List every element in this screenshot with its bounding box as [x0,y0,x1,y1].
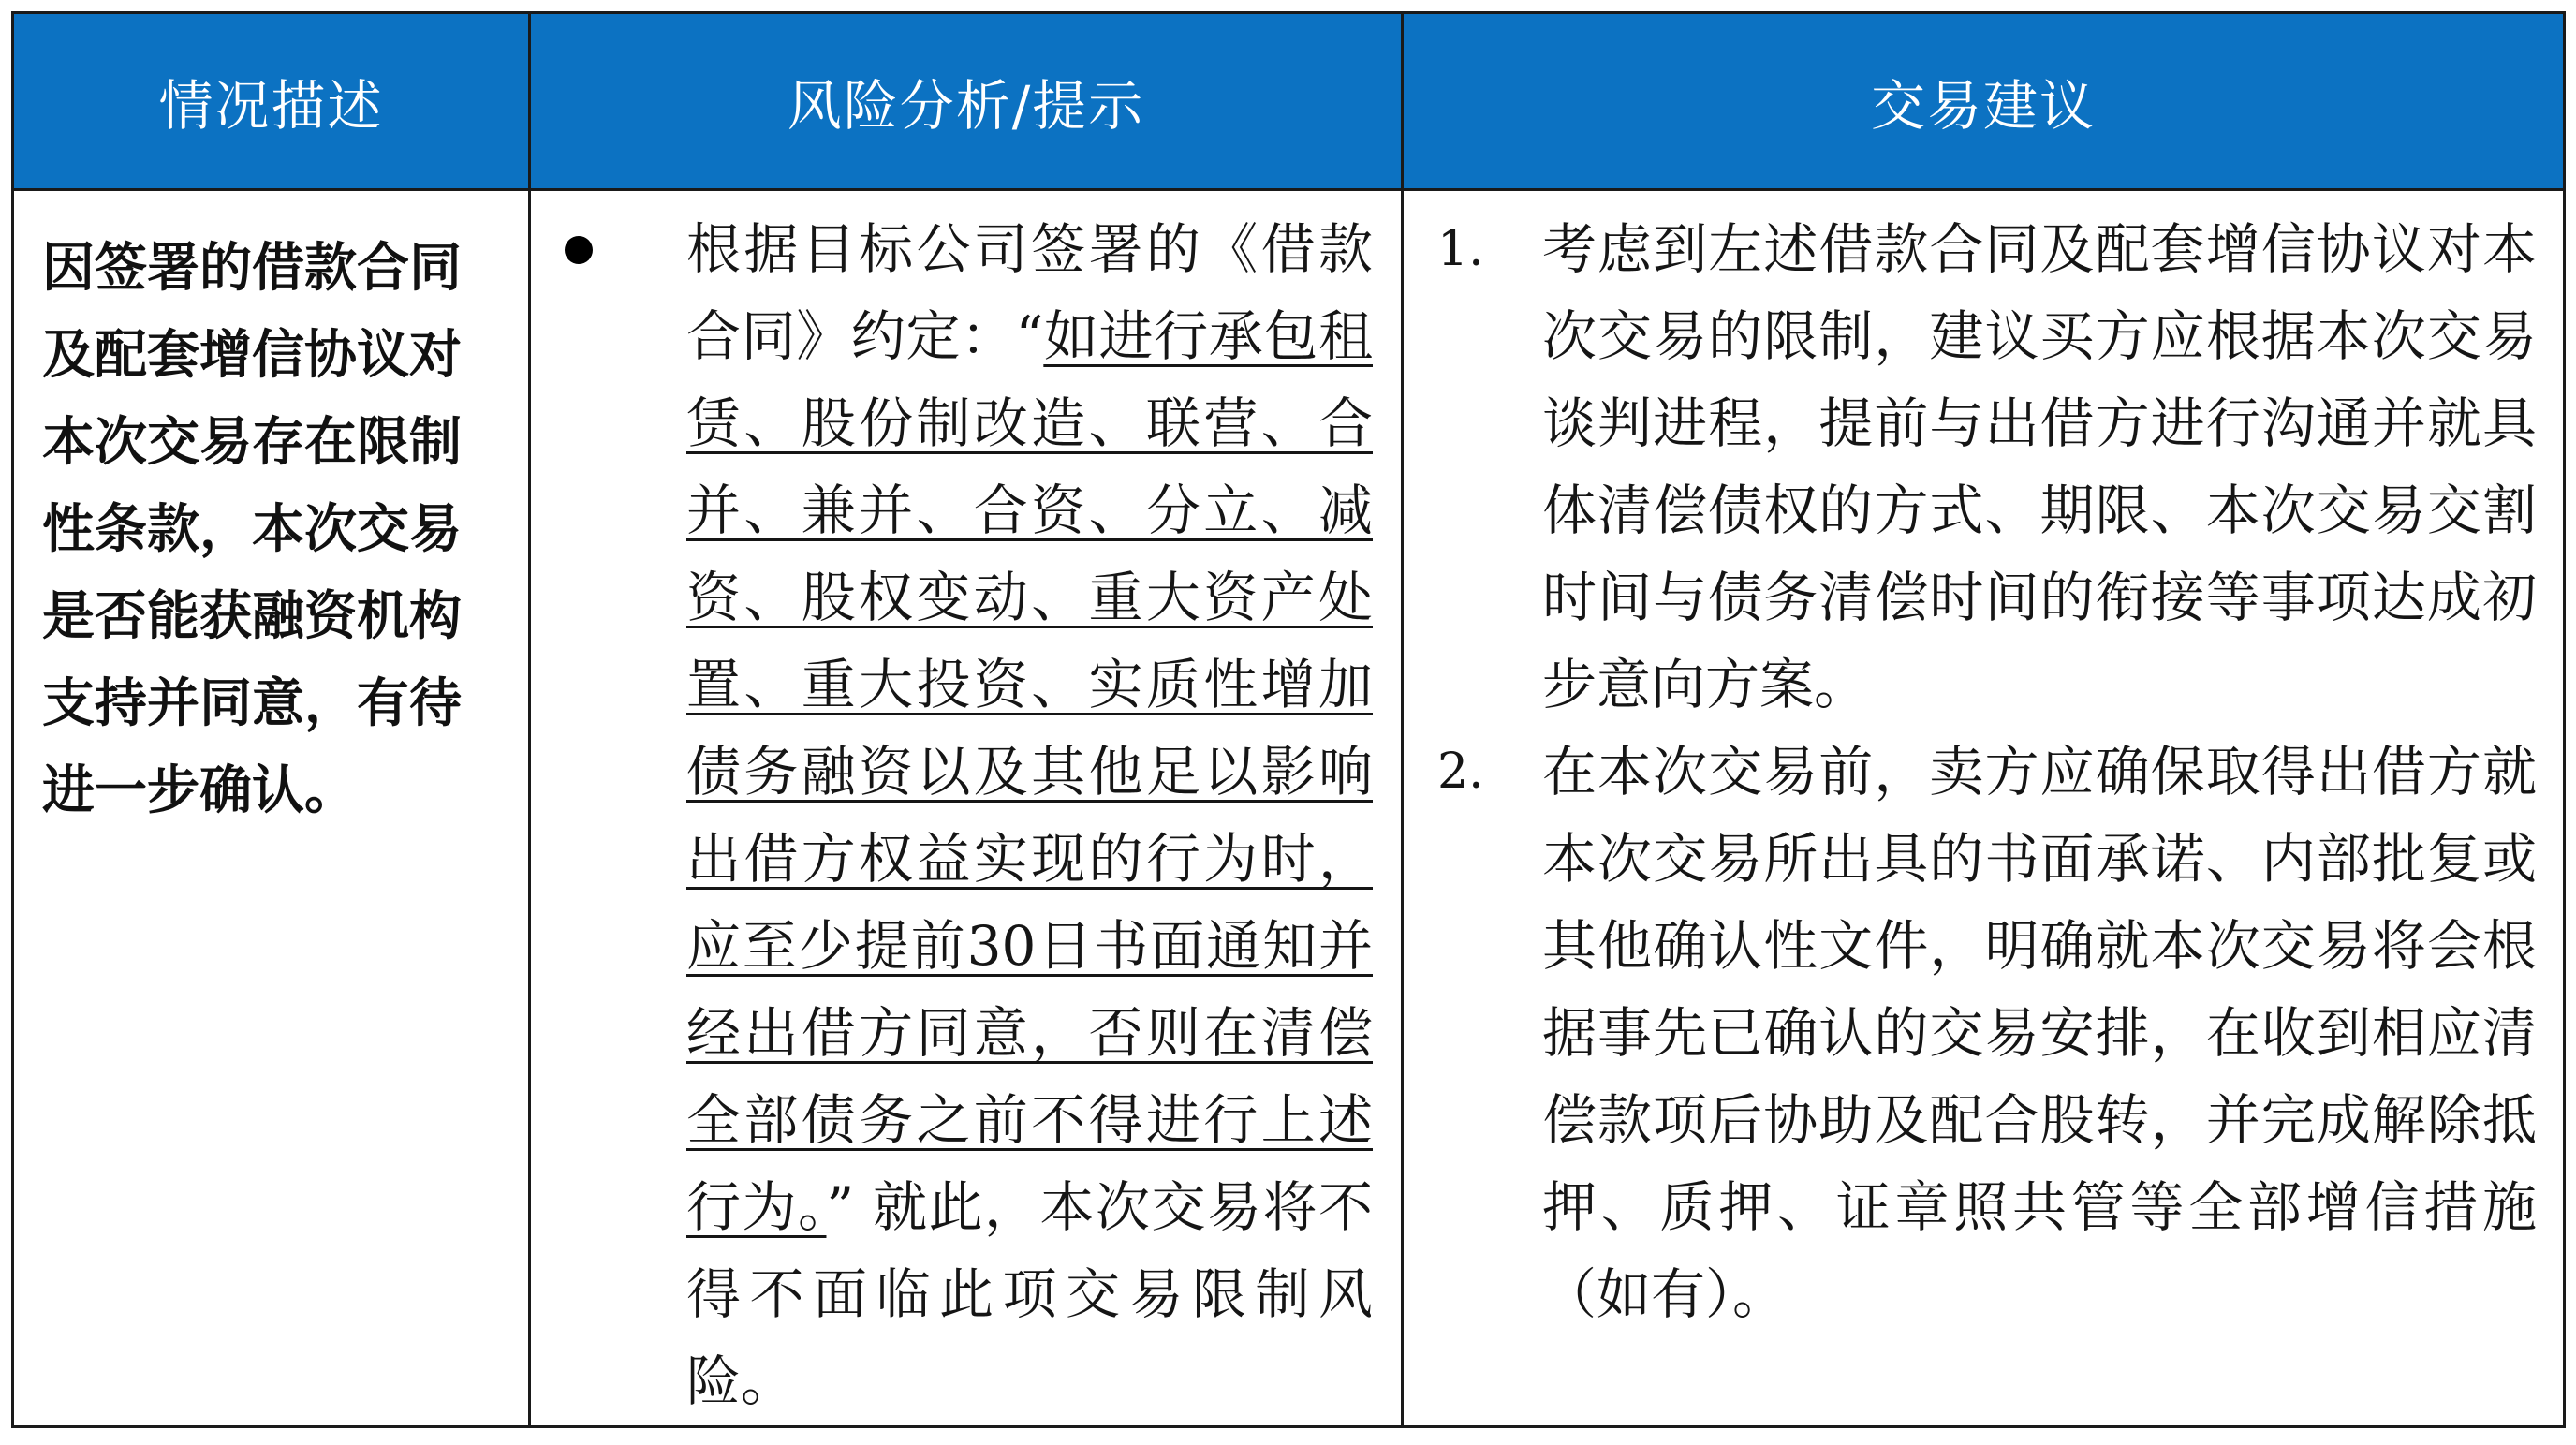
risk-conclusion: 就此，本次交易将不得不面临此项交易限制风险。 [686,1175,1373,1413]
list-item-text: 考虑到左述借款合同及配套增信协议对本次交易的限制，建议买方应根据本次交易谈判进程，提前与出借方进行沟通并就具体清偿债权的方式、期限、本次交易交割时间与债务清偿时间的衔接等事项达成初步意向方案。 [1542,217,2537,716]
list-number: 2. [1437,744,1484,800]
risk-close-quote: ” [826,1175,855,1239]
header-situation: 情况描述 [13,13,530,190]
risk-quoted-clause: 如进行承包租赁、股份制改造、联营、合并、兼并、合资、分立、减资、股权变动、重大资产处置、重大投资、实质性增加债务融资以及其他足以影响出借方权益实现的行为时，应至少提前30日书面通知并经出借方同意，否则在清偿全部债务之前不得进行上述行为。 [686,304,1373,1239]
list-number: 1. [1437,221,1484,277]
table-header-row [13,13,2565,190]
list-item [1404,206,2537,729]
situation-description: 因签署的借款合同及配套增信协议对本次交易存在限制性条款，本次交易是否能获融资机构支持并同意，有待进一步确认。 [42,238,462,821]
risk-cell [530,190,1403,1427]
table-row [13,190,2565,1427]
risk-text [686,206,1373,1425]
situation-cell [13,190,530,1427]
list-item-text: 在本次交易前，卖方应确保取得出借方就本次交易所出具的书面承诺、内部批复或其他确认性文件，明确就本次交易将会根据事先已确认的交易安排，在收到相应清偿款项后协助及配合股转，并完成解除抵押、质押、证章照共管等全部增信措施（如有）。 [1542,740,2537,1326]
advice-cell [1403,190,2565,1427]
bullet-icon [565,236,593,264]
list-item [1404,729,2537,1338]
header-risk-analysis: 风险分析/提示 [530,13,1403,190]
risk-analysis-table [11,11,2566,1428]
header-transaction-advice: 交易建议 [1403,13,2565,190]
risk-intro: 根据目标公司签署的《借款合同》约定：“ [686,217,1373,368]
